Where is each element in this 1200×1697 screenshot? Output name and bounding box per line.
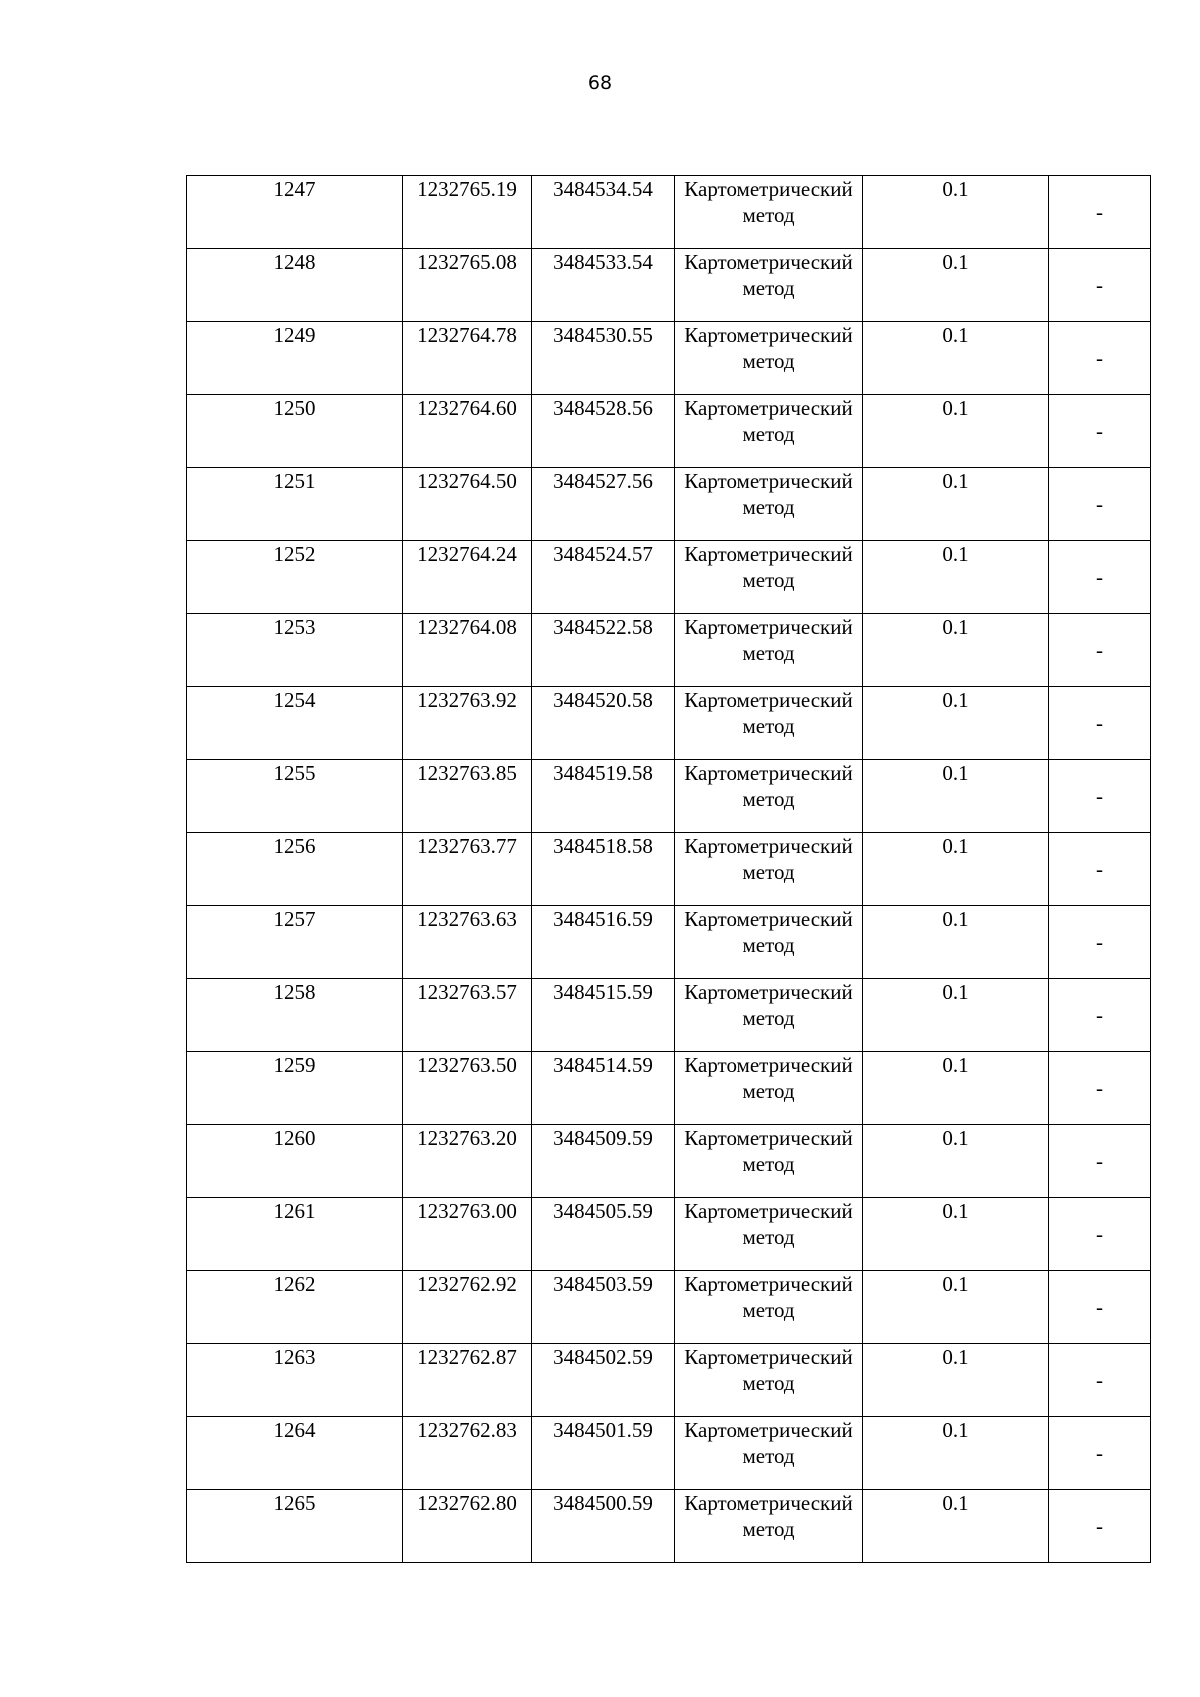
note-cell: - <box>1049 1417 1151 1490</box>
y-coordinate-cell: 3484509.59 <box>532 1125 675 1198</box>
method-line-1: Картометрический <box>684 1345 853 1369</box>
note-cell: - <box>1049 541 1151 614</box>
method-line-1: Картометрический <box>684 1126 853 1150</box>
accuracy-cell: 0.1 <box>863 979 1049 1052</box>
method-cell <box>675 1198 863 1271</box>
table-row <box>187 1417 1151 1490</box>
method-cell <box>675 395 863 468</box>
method-cell <box>675 176 863 249</box>
method-line-1: Картометрический <box>684 1491 853 1515</box>
method-cell <box>675 614 863 687</box>
method-line-2: метод <box>742 495 795 519</box>
note-cell: - <box>1049 614 1151 687</box>
method-line-2: метод <box>742 422 795 446</box>
accuracy-cell: 0.1 <box>863 1198 1049 1271</box>
table-row <box>187 395 1151 468</box>
table-row <box>187 1125 1151 1198</box>
method-line-1: Картометрический <box>684 1272 853 1296</box>
method-line-2: метод <box>742 1152 795 1176</box>
method-cell <box>675 687 863 760</box>
method-line-1: Картометрический <box>684 761 853 785</box>
note-cell: - <box>1049 833 1151 906</box>
x-coordinate-cell: 1232764.60 <box>403 395 532 468</box>
accuracy-cell: 0.1 <box>863 1490 1049 1563</box>
table-row <box>187 687 1151 760</box>
y-coordinate-cell: 3484500.59 <box>532 1490 675 1563</box>
method-cell <box>675 541 863 614</box>
table-row <box>187 1344 1151 1417</box>
y-coordinate-cell: 3484520.58 <box>532 687 675 760</box>
accuracy-cell: 0.1 <box>863 322 1049 395</box>
y-coordinate-cell: 3484516.59 <box>532 906 675 979</box>
accuracy-cell: 0.1 <box>863 833 1049 906</box>
method-line-1: Картометрический <box>684 250 853 274</box>
point-number-cell: 1256 <box>187 833 403 906</box>
note-cell: - <box>1049 468 1151 541</box>
method-cell <box>675 249 863 322</box>
accuracy-cell: 0.1 <box>863 1125 1049 1198</box>
point-number-cell: 1253 <box>187 614 403 687</box>
page-number: 68 <box>587 72 613 94</box>
point-number-cell: 1247 <box>187 176 403 249</box>
method-line-2: метод <box>742 1079 795 1103</box>
method-line-2: метод <box>742 1225 795 1249</box>
method-line-1: Картометрический <box>684 615 853 639</box>
method-line-1: Картометрический <box>684 1053 853 1077</box>
accuracy-cell: 0.1 <box>863 468 1049 541</box>
accuracy-cell: 0.1 <box>863 614 1049 687</box>
table-row <box>187 1052 1151 1125</box>
method-line-1: Картометрический <box>684 688 853 712</box>
table-row <box>187 249 1151 322</box>
note-cell: - <box>1049 906 1151 979</box>
method-line-2: метод <box>742 1371 795 1395</box>
method-line-2: метод <box>742 1298 795 1322</box>
y-coordinate-cell: 3484522.58 <box>532 614 675 687</box>
accuracy-cell: 0.1 <box>863 760 1049 833</box>
method-cell <box>675 760 863 833</box>
method-line-1: Картометрический <box>684 1199 853 1223</box>
method-cell <box>675 468 863 541</box>
x-coordinate-cell: 1232762.83 <box>403 1417 532 1490</box>
point-number-cell: 1259 <box>187 1052 403 1125</box>
note-cell: - <box>1049 322 1151 395</box>
method-line-2: метод <box>742 276 795 300</box>
method-line-2: метод <box>742 787 795 811</box>
method-line-2: метод <box>742 933 795 957</box>
method-line-2: метод <box>742 349 795 373</box>
point-number-cell: 1262 <box>187 1271 403 1344</box>
x-coordinate-cell: 1232763.63 <box>403 906 532 979</box>
method-line-1: Картометрический <box>684 469 853 493</box>
point-number-cell: 1261 <box>187 1198 403 1271</box>
table-row <box>187 614 1151 687</box>
note-cell: - <box>1049 1490 1151 1563</box>
method-line-2: метод <box>742 1006 795 1030</box>
point-number-cell: 1255 <box>187 760 403 833</box>
method-line-1: Картометрический <box>684 834 853 858</box>
method-cell <box>675 1052 863 1125</box>
x-coordinate-cell: 1232763.20 <box>403 1125 532 1198</box>
table-row <box>187 906 1151 979</box>
method-line-2: метод <box>742 860 795 884</box>
x-coordinate-cell: 1232763.77 <box>403 833 532 906</box>
x-coordinate-cell: 1232762.92 <box>403 1271 532 1344</box>
method-line-2: метод <box>742 714 795 738</box>
accuracy-cell: 0.1 <box>863 395 1049 468</box>
table-row <box>187 541 1151 614</box>
method-line-2: метод <box>742 641 795 665</box>
note-cell: - <box>1049 1125 1151 1198</box>
y-coordinate-cell: 3484501.59 <box>532 1417 675 1490</box>
method-cell <box>675 1490 863 1563</box>
note-cell: - <box>1049 249 1151 322</box>
method-line-1: Картометрический <box>684 177 853 201</box>
note-cell: - <box>1049 1344 1151 1417</box>
table-row <box>187 176 1151 249</box>
x-coordinate-cell: 1232764.08 <box>403 614 532 687</box>
method-cell <box>675 1271 863 1344</box>
y-coordinate-cell: 3484502.59 <box>532 1344 675 1417</box>
method-cell <box>675 1417 863 1490</box>
x-coordinate-cell: 1232764.78 <box>403 322 532 395</box>
x-coordinate-cell: 1232765.19 <box>403 176 532 249</box>
y-coordinate-cell: 3484534.54 <box>532 176 675 249</box>
y-coordinate-cell: 3484515.59 <box>532 979 675 1052</box>
method-cell <box>675 1125 863 1198</box>
note-cell: - <box>1049 979 1151 1052</box>
x-coordinate-cell: 1232763.85 <box>403 760 532 833</box>
method-line-2: метод <box>742 1517 795 1541</box>
point-number-cell: 1257 <box>187 906 403 979</box>
point-number-cell: 1252 <box>187 541 403 614</box>
table-row <box>187 1271 1151 1344</box>
method-cell <box>675 1344 863 1417</box>
point-number-cell: 1264 <box>187 1417 403 1490</box>
y-coordinate-cell: 3484518.58 <box>532 833 675 906</box>
method-cell <box>675 906 863 979</box>
method-line-1: Картометрический <box>684 980 853 1004</box>
x-coordinate-cell: 1232764.50 <box>403 468 532 541</box>
method-line-1: Картометрический <box>684 1418 853 1442</box>
x-coordinate-cell: 1232762.87 <box>403 1344 532 1417</box>
point-number-cell: 1249 <box>187 322 403 395</box>
note-cell: - <box>1049 687 1151 760</box>
method-cell <box>675 833 863 906</box>
x-coordinate-cell: 1232762.80 <box>403 1490 532 1563</box>
y-coordinate-cell: 3484528.56 <box>532 395 675 468</box>
method-line-1: Картометрический <box>684 907 853 931</box>
point-number-cell: 1263 <box>187 1344 403 1417</box>
accuracy-cell: 0.1 <box>863 1417 1049 1490</box>
table-row <box>187 1490 1151 1563</box>
table-row <box>187 833 1151 906</box>
accuracy-cell: 0.1 <box>863 687 1049 760</box>
point-number-cell: 1265 <box>187 1490 403 1563</box>
x-coordinate-cell: 1232763.50 <box>403 1052 532 1125</box>
note-cell: - <box>1049 1052 1151 1125</box>
accuracy-cell: 0.1 <box>863 906 1049 979</box>
coordinates-table-body <box>187 176 1151 1563</box>
x-coordinate-cell: 1232764.24 <box>403 541 532 614</box>
table-row <box>187 760 1151 833</box>
method-line-1: Картометрический <box>684 323 853 347</box>
y-coordinate-cell: 3484505.59 <box>532 1198 675 1271</box>
point-number-cell: 1250 <box>187 395 403 468</box>
point-number-cell: 1251 <box>187 468 403 541</box>
accuracy-cell: 0.1 <box>863 249 1049 322</box>
method-line-1: Картометрический <box>684 542 853 566</box>
method-cell <box>675 322 863 395</box>
y-coordinate-cell: 3484519.58 <box>532 760 675 833</box>
y-coordinate-cell: 3484524.57 <box>532 541 675 614</box>
method-line-2: метод <box>742 203 795 227</box>
note-cell: - <box>1049 760 1151 833</box>
x-coordinate-cell: 1232763.92 <box>403 687 532 760</box>
x-coordinate-cell: 1232763.00 <box>403 1198 532 1271</box>
y-coordinate-cell: 3484533.54 <box>532 249 675 322</box>
table-row <box>187 322 1151 395</box>
note-cell: - <box>1049 176 1151 249</box>
note-cell: - <box>1049 1198 1151 1271</box>
table-row <box>187 468 1151 541</box>
y-coordinate-cell: 3484530.55 <box>532 322 675 395</box>
accuracy-cell: 0.1 <box>863 1344 1049 1417</box>
note-cell: - <box>1049 395 1151 468</box>
y-coordinate-cell: 3484514.59 <box>532 1052 675 1125</box>
accuracy-cell: 0.1 <box>863 1052 1049 1125</box>
point-number-cell: 1248 <box>187 249 403 322</box>
accuracy-cell: 0.1 <box>863 541 1049 614</box>
accuracy-cell: 0.1 <box>863 1271 1049 1344</box>
table-row <box>187 1198 1151 1271</box>
point-number-cell: 1258 <box>187 979 403 1052</box>
method-line-1: Картометрический <box>684 396 853 420</box>
accuracy-cell: 0.1 <box>863 176 1049 249</box>
point-number-cell: 1260 <box>187 1125 403 1198</box>
method-cell <box>675 979 863 1052</box>
note-cell: - <box>1049 1271 1151 1344</box>
coordinates-table <box>186 175 1151 1563</box>
x-coordinate-cell: 1232763.57 <box>403 979 532 1052</box>
table-row <box>187 979 1151 1052</box>
point-number-cell: 1254 <box>187 687 403 760</box>
y-coordinate-cell: 3484503.59 <box>532 1271 675 1344</box>
x-coordinate-cell: 1232765.08 <box>403 249 532 322</box>
method-line-2: метод <box>742 568 795 592</box>
y-coordinate-cell: 3484527.56 <box>532 468 675 541</box>
method-line-2: метод <box>742 1444 795 1468</box>
